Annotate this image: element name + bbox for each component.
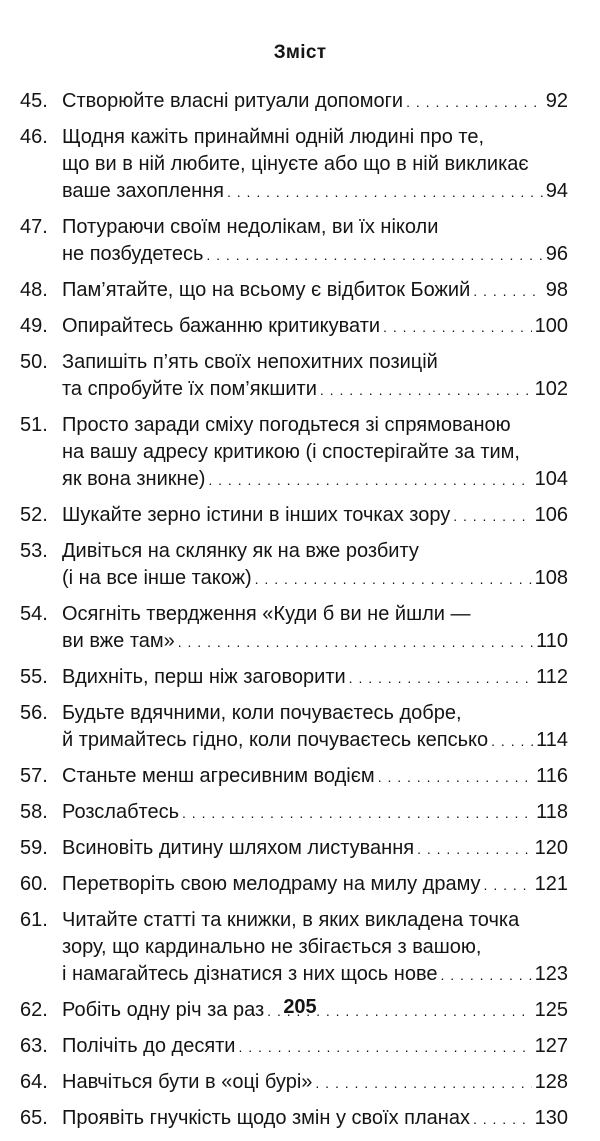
toc-entry-page: 102 <box>534 378 568 400</box>
toc-entry-line <box>20 1033 568 1061</box>
toc-entry-line <box>20 565 568 593</box>
toc-entry-text: Осягніть твердження «Куди б ви не йшли — <box>62 603 471 625</box>
toc-entry-number: 63. <box>20 1035 48 1057</box>
toc-entry-number: 58. <box>20 801 48 823</box>
toc-entry-line <box>20 151 568 178</box>
toc-entry-text: Проявіть гнучкість щодо змін у своїх планах <box>62 1107 470 1129</box>
toc-entry-page: 121 <box>534 873 568 895</box>
toc-entry <box>20 1033 568 1061</box>
toc-entry-number: 61. <box>20 909 48 931</box>
dot-leader <box>406 89 543 116</box>
toc-entry-line <box>20 763 568 791</box>
toc-entry-line <box>20 214 568 241</box>
toc-entry-text: не позбудетесь <box>62 243 204 265</box>
toc-entry-text: як вона зникне) <box>62 468 206 490</box>
toc-entry-line <box>20 961 568 989</box>
toc-entry-text: Вдихніть, перш ніж заговорити <box>62 666 346 688</box>
toc-entry-text: Робіть одну річ за раз <box>62 999 265 1021</box>
toc-entry-page: 128 <box>534 1071 568 1093</box>
toc-entry <box>20 799 568 827</box>
toc-entry-line <box>20 466 568 494</box>
toc-entry-text: Полічіть до десяти <box>62 1035 236 1057</box>
toc-entry-line <box>20 277 568 305</box>
toc-entry-page: 125 <box>534 999 568 1021</box>
toc-entry-line <box>20 1105 568 1133</box>
toc-entry-number: 45. <box>20 90 48 112</box>
toc-entry-text: Пам’ятайте, що на всьому є відбиток Божий <box>62 279 471 301</box>
toc-entry-number: 60. <box>20 873 48 895</box>
dot-leader <box>178 629 533 656</box>
toc-entry <box>20 1069 568 1097</box>
dot-leader <box>417 836 532 863</box>
toc-entry-number: 57. <box>20 765 48 787</box>
toc-entry-page: 112 <box>536 666 568 688</box>
toc-entry-number: 51. <box>20 414 48 436</box>
toc-entry <box>20 907 568 989</box>
dot-leader <box>383 314 532 341</box>
toc-entry-text: Розслабтесь <box>62 801 180 823</box>
toc-entry <box>20 538 568 593</box>
dot-leader <box>453 503 531 530</box>
toc-entry-text: Будьте вдячними, коли почуваєтесь добре, <box>62 702 462 724</box>
toc-entry-page: 114 <box>536 729 568 751</box>
toc-entry-page: 96 <box>545 243 568 265</box>
toc-entry-line <box>20 727 568 755</box>
toc-entry-page: 127 <box>534 1035 568 1057</box>
page-title: Зміст <box>273 42 327 63</box>
dot-leader <box>440 962 531 989</box>
toc-entry-text: Навчіться бути в «оці бурі» <box>62 1071 313 1093</box>
toc-entry-text: зору, що кардинально не збігається з вашою, <box>62 936 482 958</box>
toc-entry-page: 116 <box>536 765 568 787</box>
toc-entry-line <box>20 412 568 439</box>
dot-leader <box>473 1106 532 1133</box>
toc-entry-page: 120 <box>534 837 568 859</box>
toc-entry-text: Опирайтесь бажанню критикувати <box>62 315 381 337</box>
toc-entry-number: 59. <box>20 837 48 859</box>
toc-entry <box>20 124 568 206</box>
dot-leader <box>208 467 531 494</box>
toc-entry-text: Запишіть п’ять своїх непохитних позицій <box>62 351 438 373</box>
toc-entry-number: 62. <box>20 999 48 1021</box>
toc-entry <box>20 313 568 341</box>
toc-entry-line <box>20 1069 568 1097</box>
toc-entry-page: 118 <box>536 801 568 823</box>
toc-entry <box>20 1105 568 1133</box>
toc-entry <box>20 700 568 755</box>
dot-leader <box>349 665 533 692</box>
dot-leader <box>315 1070 531 1097</box>
toc-entry <box>20 664 568 692</box>
toc-entry-line <box>20 241 568 269</box>
toc-entry-line <box>20 313 568 341</box>
dot-leader <box>484 872 532 899</box>
toc-entry-page: 100 <box>534 315 568 337</box>
toc-entry-text: Просто заради сміху погодьтеся зі спрямованою <box>62 414 511 436</box>
toc-entry-page: 98 <box>545 279 568 301</box>
toc-entry <box>20 835 568 863</box>
toc-entry <box>20 601 568 656</box>
toc-entry-number: 50. <box>20 351 48 373</box>
toc-entry-number: 55. <box>20 666 48 688</box>
toc-entry-page: 123 <box>534 963 568 985</box>
toc-entry-number: 49. <box>20 315 48 337</box>
toc-entry-text: та спробуйте їх пом’якшити <box>62 378 317 400</box>
toc-entry-text: на вашу адресу критикою (і спостерігайте за тим, <box>62 441 520 463</box>
toc-entry-text: Створюйте власні ритуали допомоги <box>62 90 404 112</box>
toc-entry-line <box>20 628 568 656</box>
toc-entry-number: 64. <box>20 1071 48 1093</box>
toc-entry-text: й тримайтесь гідно, коли почуваєтесь кепсько <box>62 729 489 751</box>
toc-entry-page: 108 <box>534 567 568 589</box>
toc-entry-text: Станьте менш агресивним водієм <box>62 765 375 787</box>
toc-entry <box>20 277 568 305</box>
toc-entry-line <box>20 502 568 530</box>
toc-entry-line <box>20 124 568 151</box>
toc-entry-number: 52. <box>20 504 48 526</box>
toc-entry-line <box>20 349 568 376</box>
toc-entry-page: 130 <box>534 1107 568 1129</box>
dot-leader <box>182 800 533 827</box>
toc-entry-text: Потураючи своїм недолікам, ви їх ніколи <box>62 216 439 238</box>
toc-entry-line <box>20 799 568 827</box>
dot-leader <box>227 179 543 206</box>
toc-entry-text: ваше захоплення <box>62 180 224 202</box>
toc-entry-line <box>20 178 568 206</box>
toc-entry-line <box>20 88 568 116</box>
toc-entry-text: Шукайте зерно істини в інших точках зору <box>62 504 451 526</box>
toc-entry-text: Читайте статті та книжки, в яких викладена точка <box>62 909 520 931</box>
toc-entry-line <box>20 700 568 727</box>
toc-entry-line <box>20 439 568 466</box>
dot-leader <box>491 728 533 755</box>
toc-entry-page: 110 <box>536 630 568 652</box>
toc-entry <box>20 349 568 404</box>
toc-entry-text: Щодня кажіть принаймні одній людині про те, <box>62 126 485 148</box>
dot-leader <box>238 1034 531 1061</box>
toc-entry-page: 104 <box>534 468 568 490</box>
toc-entry-number: 46. <box>20 126 48 148</box>
dot-leader <box>473 278 542 305</box>
toc-entry-page: 92 <box>545 90 568 112</box>
toc-entry-line <box>20 376 568 404</box>
toc-entry <box>20 412 568 494</box>
table-of-contents <box>20 88 568 1141</box>
dot-leader <box>206 242 542 269</box>
toc-entry-line <box>20 934 568 961</box>
toc-entry-text: що ви в ній любите, цінуєте або що в ній викликає <box>62 153 529 175</box>
dot-leader <box>378 764 533 791</box>
toc-entry-page: 94 <box>545 180 568 202</box>
toc-entry-number: 56. <box>20 702 48 724</box>
toc-entry-number: 48. <box>20 279 48 301</box>
toc-entry <box>20 763 568 791</box>
toc-entry-line <box>20 538 568 565</box>
dot-leader <box>320 377 532 404</box>
toc-entry-line <box>20 871 568 899</box>
page-number: 205 <box>283 996 317 1018</box>
toc-entry-text: Дивіться на склянку як на вже розбиту <box>62 540 419 562</box>
dot-leader <box>255 566 532 593</box>
toc-entry-line <box>20 601 568 628</box>
toc-entry-number: 53. <box>20 540 48 562</box>
toc-entry-line <box>20 835 568 863</box>
toc-entry-text: і намагайтесь дізнатися з них щось нове <box>62 963 438 985</box>
toc-entry-page: 106 <box>534 504 568 526</box>
toc-entry-number: 65. <box>20 1107 48 1129</box>
toc-entry-text: Перетворіть свою мелодраму на милу драму <box>62 873 481 895</box>
toc-entry-text: Всиновіть дитину шляхом листування <box>62 837 415 859</box>
toc-entry-line <box>20 664 568 692</box>
toc-entry <box>20 88 568 116</box>
toc-entry-text: ви вже там» <box>62 630 175 652</box>
toc-entry <box>20 502 568 530</box>
toc-entry-number: 47. <box>20 216 48 238</box>
toc-entry-line <box>20 907 568 934</box>
toc-entry <box>20 871 568 899</box>
toc-entry <box>20 214 568 269</box>
toc-entry-number: 54. <box>20 603 48 625</box>
toc-entry-text: (і на все інше також) <box>62 567 252 589</box>
